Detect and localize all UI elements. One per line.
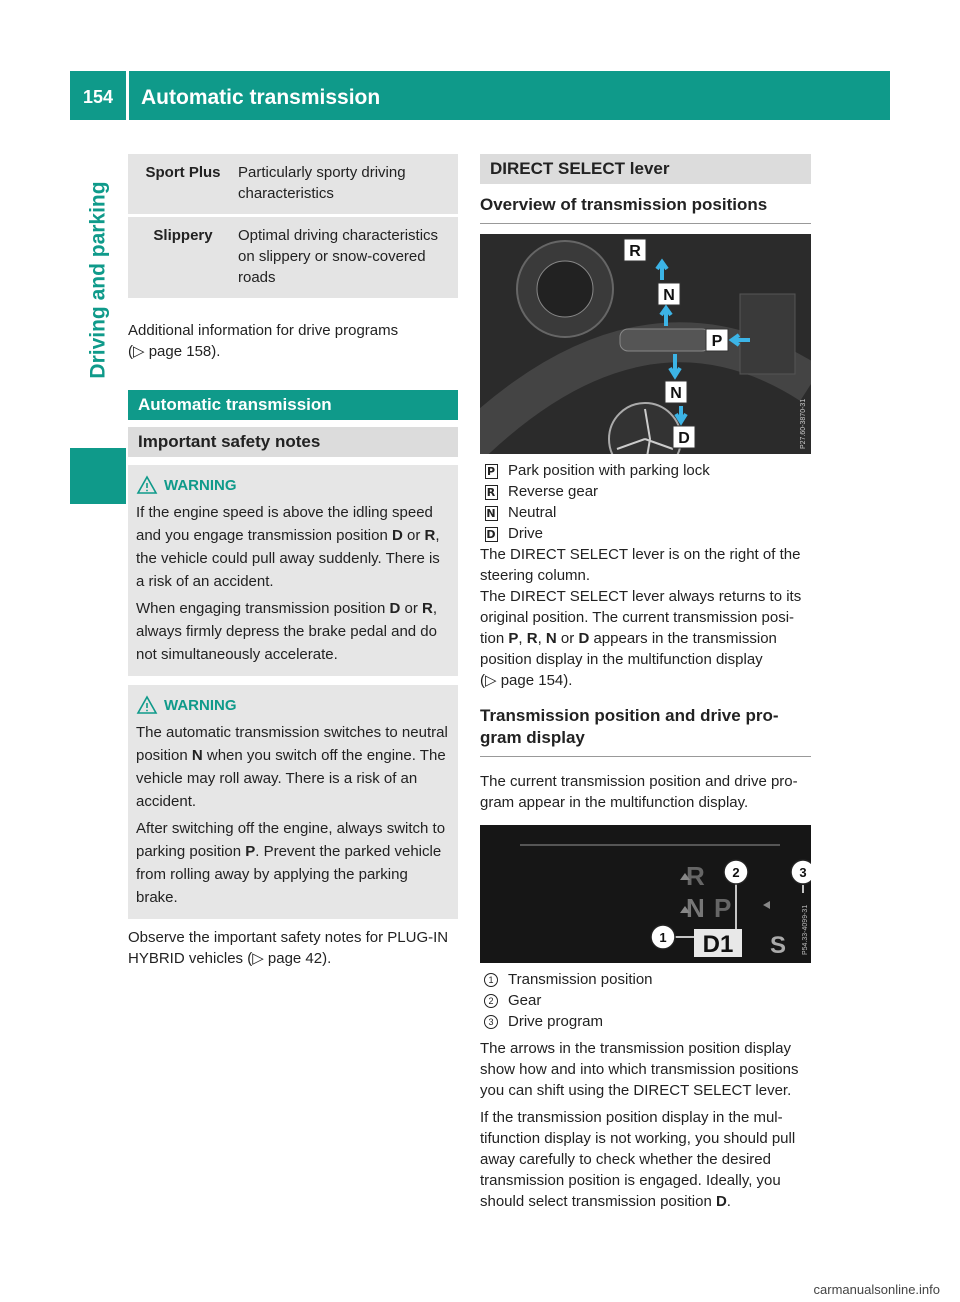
warning-header	[136, 473, 450, 497]
left-column	[128, 154, 458, 969]
image-code: P54.33-4099-31	[802, 904, 809, 955]
table-row	[128, 214, 458, 298]
page-title: Automatic transmission	[141, 86, 381, 109]
lever-label-n-down: N	[670, 385, 682, 402]
list-item	[480, 969, 811, 990]
gear-letter-p: P	[714, 893, 732, 923]
multifunction-display-image	[480, 825, 811, 963]
position-desc: Neutral	[508, 504, 557, 521]
position-symbol-icon: P	[485, 464, 498, 479]
gear-letter-n: N	[686, 893, 705, 923]
warning-icon	[136, 695, 158, 715]
position-symbol-icon: N	[486, 506, 496, 520]
warning-text: After switching off the engine, always switch to parking position P. Prevent the parked vehicle from rolling away by applying the parking brake.	[136, 820, 446, 906]
lever-label-n-up: N	[663, 287, 675, 304]
list-item	[480, 502, 811, 523]
body-paragraph: The DIRECT SELECT lever always returns to its original position. The current transmission position P, R, N or D appears in the transmission position display in the multifunction display (▷ page 154).	[480, 588, 802, 689]
legend-text: Drive program	[508, 1013, 604, 1030]
section-heading: DIRECT SELECT lever	[480, 154, 811, 184]
subsection-heading: Important safety notes	[128, 427, 458, 457]
image-code: P27.60-3870-31	[800, 398, 807, 449]
callout-3: 3	[799, 865, 807, 880]
chapter-tab	[70, 120, 126, 450]
callout-number-icon: 1	[484, 973, 498, 987]
list-item	[480, 990, 811, 1011]
position-symbol-icon: R	[485, 485, 498, 500]
list-item	[480, 460, 811, 481]
legend-text: Transmission position	[508, 971, 653, 988]
page-ref-link[interactable]: (▷ page 158).	[128, 343, 221, 360]
program-desc: Particularly sporty driving characteristics	[238, 164, 406, 202]
warning-header	[136, 693, 450, 717]
position-desc: Reverse gear	[508, 483, 599, 500]
list-item	[480, 1011, 811, 1032]
warning-label: WARNING	[164, 696, 237, 714]
lever-label-p: P	[711, 333, 723, 350]
position-desc: Park position with parking lock	[508, 462, 710, 479]
drive-program-table	[128, 154, 458, 298]
callout-2: 2	[732, 865, 740, 880]
chapter-marker	[70, 448, 126, 504]
callout-1: 1	[659, 930, 667, 945]
gear-letter-r: R	[686, 861, 705, 891]
page-header	[70, 71, 890, 120]
program-desc: Optimal driving characteristics on slippery or snow-covered roads	[238, 227, 439, 286]
chapter-tab-label: Driving and parking	[86, 181, 110, 379]
warning-box	[128, 685, 458, 919]
position-symbol-icon: D	[486, 527, 496, 541]
steering-wheel-illustration	[480, 234, 811, 454]
plugin-hybrid-note: Observe the important safety notes for PLUG-IN HYBRID vehicles (▷ page 42).	[128, 929, 449, 967]
position-desc: Drive	[508, 525, 544, 542]
warning-text: If the engine speed is above the idling speed and you engage transmission position D or R, the vehicle could pull away suddenly. There is a risk of an accident.	[136, 504, 440, 590]
warning-label: WARNING	[164, 476, 237, 494]
body-paragraph: The current transmission position and drive program appear in the multifunction display.	[480, 773, 798, 811]
warning-box	[128, 465, 458, 676]
warning-icon	[136, 475, 158, 495]
warning-text: When engaging transmission position D or R, always firmly depress the brake pedal and do not simultaneously accelerate.	[136, 600, 438, 663]
page-number: 154	[82, 87, 114, 107]
page-ref-link[interactable]: (▷ page 154).	[480, 672, 573, 689]
list-item	[480, 481, 811, 502]
legend-text: Gear	[508, 992, 542, 1009]
legend-list	[480, 969, 811, 1032]
warning-text: The automatic transmission switches to neutral position N when you switch off the engine. The vehicle may roll away. There is a risk of an accident.	[136, 724, 448, 810]
subheading-display: Transmission position and drive program display	[480, 705, 811, 757]
body-paragraph: If the transmission position display in the multifunction display is not working, you should pull away carefully to check whether the desired transmission position is engaged. Ideally, you should select transmission position D.	[480, 1109, 796, 1210]
callout-number-icon: 3	[484, 1015, 498, 1029]
section-heading: Automatic transmission	[128, 390, 458, 420]
right-column	[480, 154, 811, 1212]
program-name: Sport Plus	[145, 164, 221, 181]
lever-label-r: R	[629, 243, 641, 260]
current-position: D1	[702, 931, 734, 958]
additional-info	[128, 320, 458, 362]
program-name: Slippery	[153, 227, 213, 244]
list-item	[480, 523, 811, 544]
additional-info-text: Additional information for drive programs	[128, 322, 399, 339]
footer-watermark: carmanualsonline.info	[813, 1282, 940, 1297]
table-row	[128, 154, 458, 214]
position-list	[480, 460, 811, 544]
body-paragraph: The DIRECT SELECT lever is on the right of the steering column.	[480, 546, 801, 584]
body-paragraph: The arrows in the transmission position display show how and into which transmission positions you can shift using the DIRECT SELECT lever.	[480, 1040, 799, 1099]
callout-number-icon: 2	[484, 994, 498, 1008]
lever-label-d: D	[678, 430, 690, 447]
display-illustration	[480, 825, 811, 963]
subheading-overview: Overview of transmission positions	[480, 194, 811, 224]
drive-program-s: S	[770, 932, 787, 959]
steering-column-image	[480, 234, 811, 454]
